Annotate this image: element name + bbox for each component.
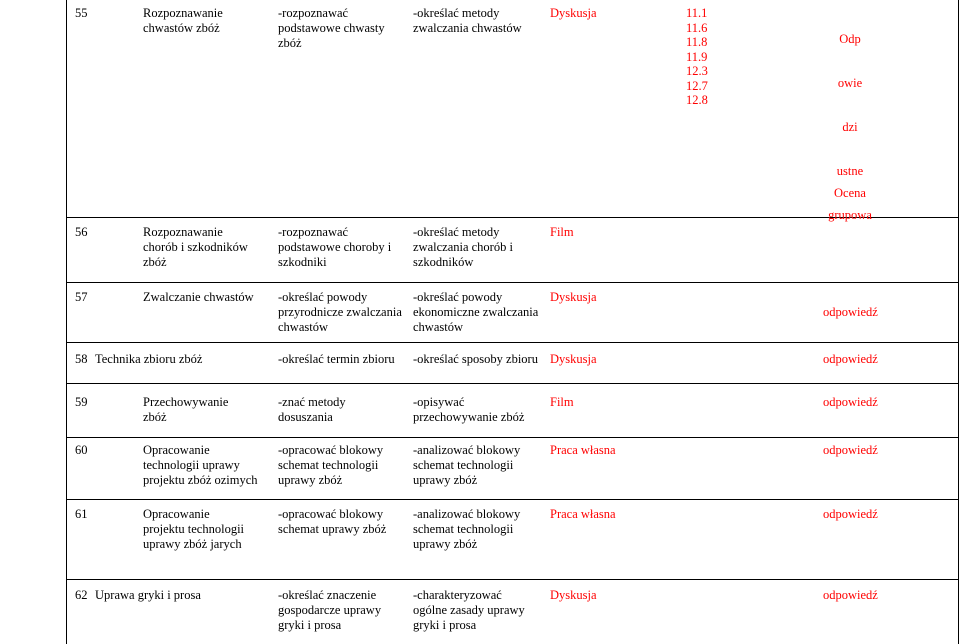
basic-requirements: -rozpoznawać podstawowe chwasty zbóż [278, 6, 385, 50]
teaching-method: Dyskusja [550, 588, 597, 602]
basic-requirements: -opracować blokowy schemat uprawy zbóż [278, 507, 387, 536]
lesson-topic: Technika zbioru zbóż [95, 352, 203, 366]
extended-requirements: -analizować blokowy schemat technologii uprawy zbóż [413, 507, 521, 551]
assessment: odpowiedź [823, 352, 878, 366]
lesson-topic: Opracowanie projektu technologii uprawy zbóż jarych [143, 507, 245, 551]
assessment: odpowiedź [823, 507, 878, 521]
teaching-method: Dyskusja [550, 352, 597, 366]
row-divider [66, 383, 959, 384]
assessment: odpowiedź [823, 305, 878, 319]
assessment: odpowiedź [823, 395, 878, 409]
teaching-method: Dyskusja [550, 290, 597, 304]
extended-requirements: -charakteryzować ogólne zasady uprawy gryki i prosa [413, 588, 525, 632]
table-right-border [958, 0, 959, 644]
extended-requirements: -określać sposoby zbioru [413, 352, 538, 366]
lesson-number: 57 [75, 290, 88, 304]
assessment: odpowiedź [823, 588, 878, 602]
teaching-method: Dyskusja [550, 6, 597, 20]
lesson-topic: Rozpoznawanie chorób i szkodników zbóż [143, 225, 248, 269]
basic-requirements: -określać termin zbioru [278, 352, 395, 366]
extended-requirements: -określać metody zwalczania chorób i szkodników [413, 225, 513, 269]
extended-requirements: -określać powody ekonomiczne zwalczania chwastów [413, 290, 539, 334]
extended-requirements: -analizować blokowy schemat technologii uprawy zbóż [413, 443, 521, 487]
lesson-topic: Zwalczanie chwastów [143, 290, 254, 304]
lesson-number: 56 [75, 225, 88, 239]
lesson-number: 59 [75, 395, 88, 409]
lesson-number: 58 [75, 352, 88, 366]
assessment: Odp owie dzi ustne Ocena grupowa [828, 32, 872, 222]
lesson-topic: Opracowanie technologii uprawy projektu zbóż ozimych [143, 443, 258, 487]
basic-requirements: -znać metody dosuszania [278, 395, 346, 424]
assessment: odpowiedź [823, 443, 878, 457]
basic-requirements: -określać znaczenie gospodarcze uprawy gryki i prosa [278, 588, 382, 632]
row-divider [66, 499, 959, 500]
row-divider [66, 282, 959, 283]
lesson-topic: Rozpoznawanie chwastów zbóż [143, 6, 223, 35]
row-divider [66, 579, 959, 580]
teaching-method: Film [550, 395, 574, 409]
teaching-method: Praca własna [550, 507, 616, 521]
curriculum-refs: 11.1 11.6 11.8 11.9 12.3 12.7 12.8 [686, 6, 708, 107]
row-divider [66, 437, 959, 438]
lesson-topic: Przechowywanie zbóż [143, 395, 229, 424]
lesson-topic: Uprawa gryki i prosa [95, 588, 201, 602]
basic-requirements: -określać powody przyrodnicze zwalczania chwastów [278, 290, 402, 334]
basic-requirements: -rozpoznawać podstawowe choroby i szkodniki [278, 225, 392, 269]
extended-requirements: -określać metody zwalczania chwastów [413, 6, 522, 35]
table-left-border [66, 0, 67, 644]
teaching-method: Praca własna [550, 443, 616, 457]
lesson-number: 61 [75, 507, 88, 521]
row-divider [66, 342, 959, 343]
basic-requirements: -opracować blokowy schemat technologii uprawy zbóż [278, 443, 384, 487]
lesson-number: 55 [75, 6, 88, 20]
lesson-number: 60 [75, 443, 88, 457]
lesson-number: 62 [75, 588, 88, 602]
extended-requirements: -opisywać przechowywanie zbóż [413, 395, 525, 424]
teaching-method: Film [550, 225, 574, 239]
